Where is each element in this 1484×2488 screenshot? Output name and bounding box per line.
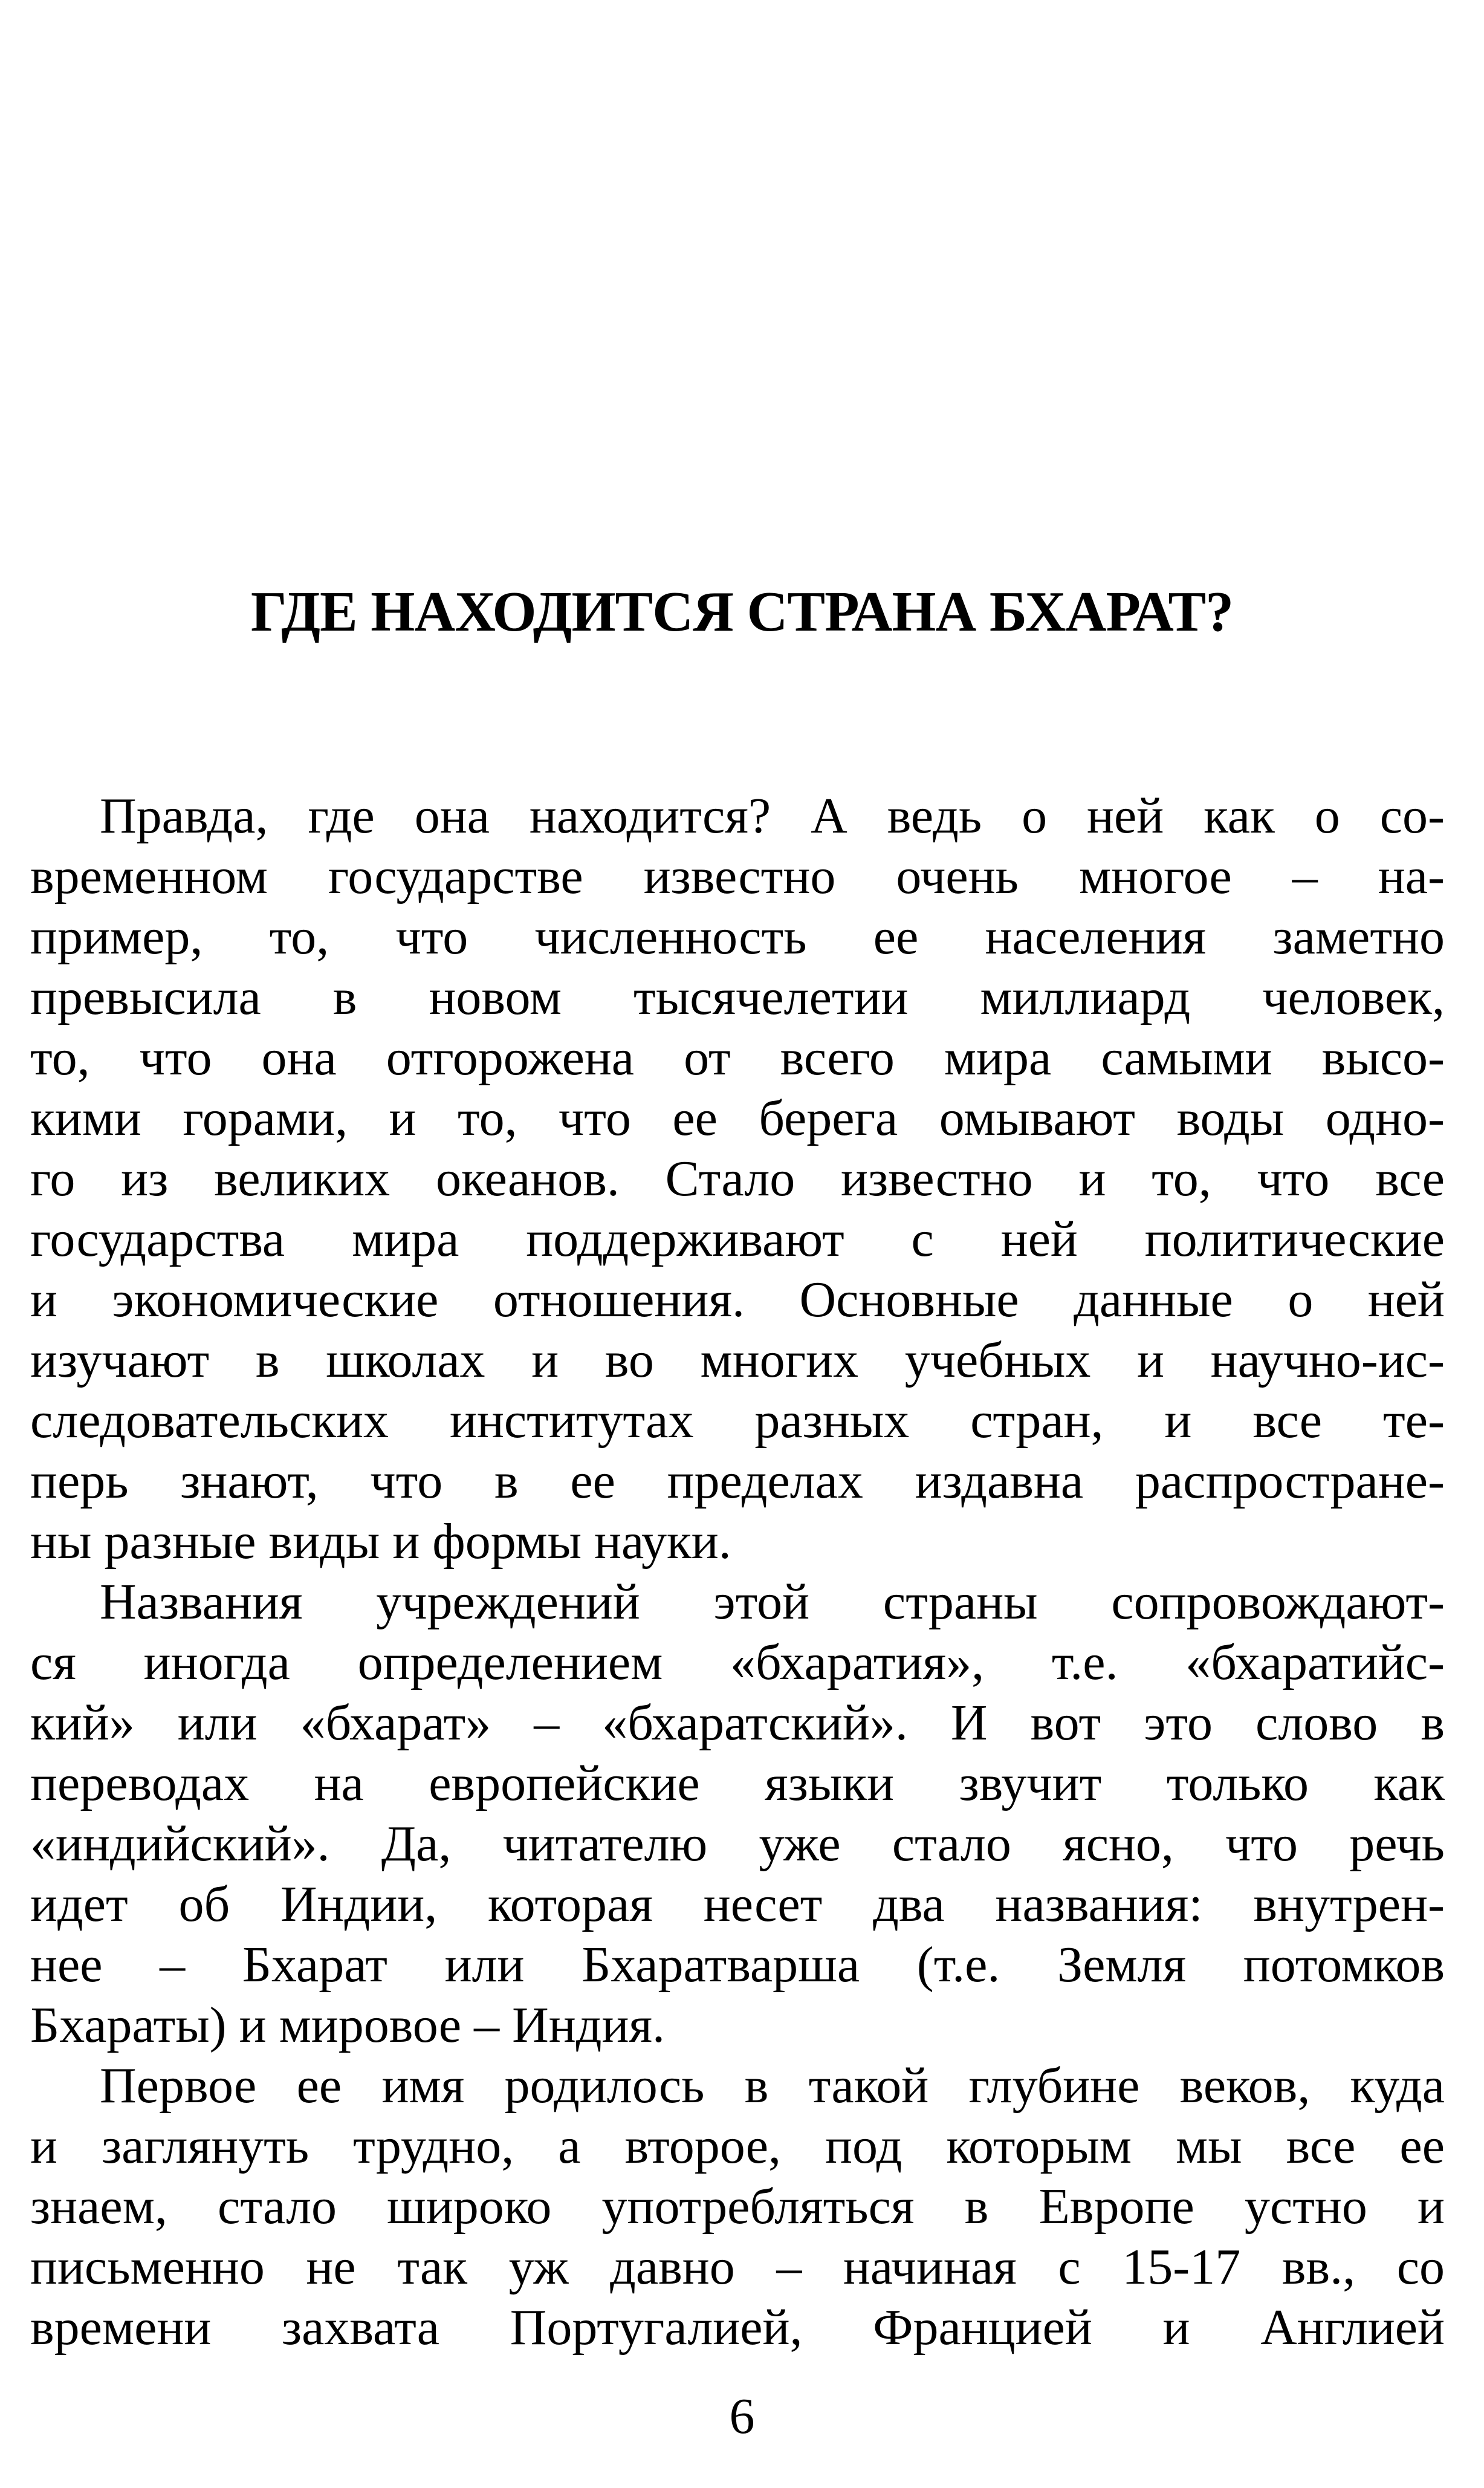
text-line: ны разные виды и формы науки. <box>30 1513 731 1570</box>
text-line: переводах на европейские языки звучит только как <box>30 1755 1445 1811</box>
body-text <box>30 786 1445 2358</box>
text-line: пример, то, что численность ее населения заметно <box>30 909 1445 965</box>
text-line: Правда, где она находится? А ведь о ней как о со- <box>100 788 1445 844</box>
text-line: следовательских институтах разных стран, и все те- <box>30 1392 1445 1449</box>
text-line: и заглянуть трудно, а второе, под которым мы все ее <box>30 2118 1445 2174</box>
text-line: перь знают, что в ее пределах издавна распростране- <box>30 1453 1445 1509</box>
text-line: кими горами, и то, что ее берега омывают воды одно- <box>30 1090 1445 1146</box>
page-number: 6 <box>729 2388 755 2444</box>
text-line: нее – Бхарат или Бхаратварша (т.е. Земля потомков <box>30 1937 1445 1993</box>
text-line: Названия учреждений этой страны сопровождают- <box>100 1574 1445 1630</box>
text-line: Бхараты) и мировое – Индия. <box>30 1997 666 2053</box>
chapter-title: ГДЕ НАХОДИТСЯ СТРАНА БХАРАТ? <box>250 580 1234 643</box>
text-line: государства мира поддерживают с ней политические <box>30 1211 1445 1267</box>
text-line: ся иногда определением «бхаратия», т.е. «бхаратийс- <box>30 1634 1445 1691</box>
text-line: Первое ее имя родилось в такой глубине веков, куда <box>100 2058 1445 2114</box>
text-line: «индийский». Да, читателю уже стало ясно, что речь <box>30 1816 1445 1872</box>
text-line: изучают в школах и во многих учебных и научно-ис- <box>30 1332 1445 1388</box>
text-line: времени захвата Португалией, Францией и Англией <box>30 2299 1445 2356</box>
text-line: временном государстве известно очень многое – на- <box>30 848 1445 905</box>
text-line: кий» или «бхарат» – «бхаратский». И вот это слово в <box>30 1695 1445 1751</box>
text-line: идет об Индии, которая несет два названия: внутрен- <box>30 1876 1445 1932</box>
text-line: и экономические отношения. Основные данные о ней <box>30 1272 1445 1328</box>
text-line: то, что она отгорожена от всего мира самыми высо- <box>30 1030 1445 1086</box>
text-line: превысила в новом тысячелетии миллиард человек, <box>30 969 1445 1025</box>
text-line: знаем, стало широко употребляться в Европе устно и <box>30 2178 1445 2235</box>
text-line: письменно не так уж давно – начиная с 15-17 вв., со <box>30 2239 1445 2295</box>
text-line: го из великих океанов. Стало известно и то, что все <box>30 1151 1445 1207</box>
